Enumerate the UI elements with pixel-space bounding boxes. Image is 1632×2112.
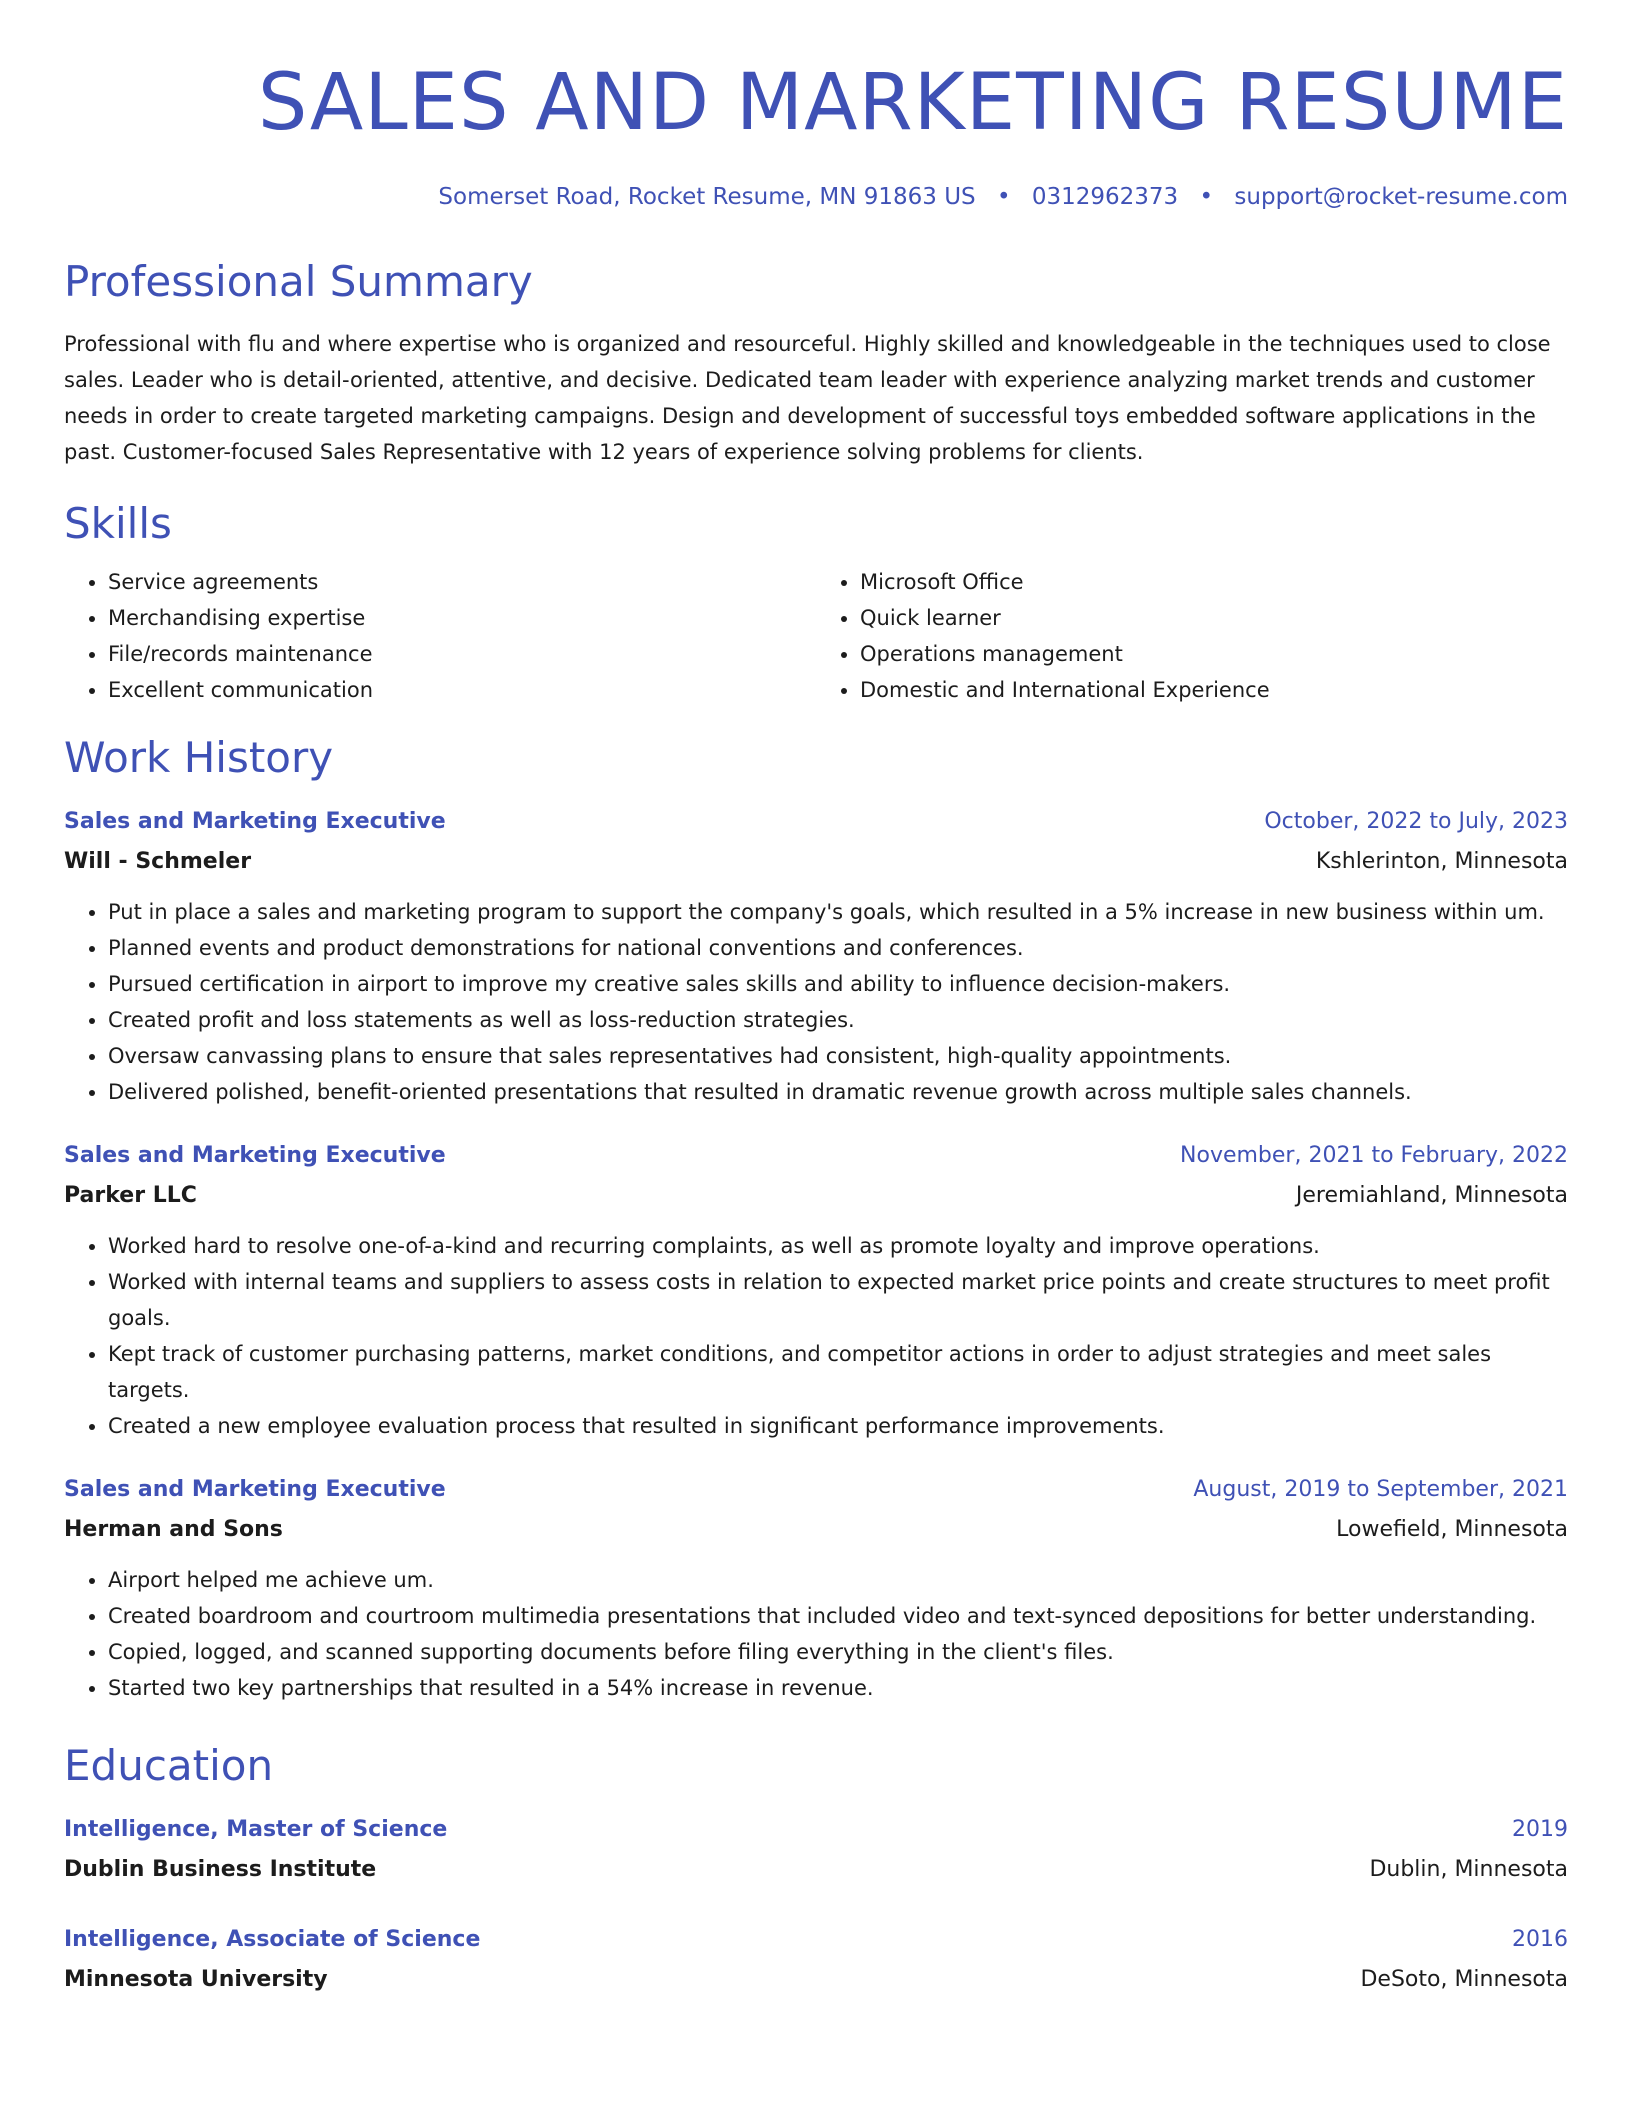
job-title: Sales and Marketing Executive	[64, 1143, 446, 1168]
job-location: Jeremiahland, Minnesota	[1295, 1183, 1568, 1208]
email-link[interactable]: support@rocket-resume.com	[1234, 184, 1568, 210]
job-employer-row	[64, 842, 1568, 882]
education-entry	[64, 1920, 1568, 2000]
job-dates: November, 2021 to February, 2022	[1180, 1143, 1568, 1168]
skill-item: • Excellent communication	[108, 672, 816, 708]
school-name: Minnesota University	[64, 1967, 328, 1992]
education-header-row	[64, 1810, 1568, 1850]
education-school-row	[64, 1850, 1568, 1890]
job-entry	[64, 1136, 1568, 1444]
skills-grid	[64, 564, 1568, 708]
degree-title: Intelligence, Associate of Science	[64, 1927, 481, 1952]
phone-text: 0312962373	[1031, 184, 1179, 210]
job-header-row	[64, 802, 1568, 842]
job-dates: August, 2019 to September, 2021	[1193, 1477, 1568, 1502]
job-entry	[64, 802, 1568, 1110]
employer-name: Herman and Sons	[64, 1517, 283, 1542]
job-employer-row	[64, 1510, 1568, 1550]
job-location: Lowefield, Minnesota	[1336, 1517, 1568, 1542]
list-item: • Created a new employee evaluation process that resulted in significant performance improvements.	[108, 1408, 1568, 1444]
address-text: Somerset Road, Rocket Resume, MN 91863 US	[438, 184, 976, 210]
job-bullets	[64, 1562, 1568, 1706]
list-item: • Airport helped me achieve um.	[108, 1562, 1568, 1598]
contact-separator: •	[1199, 184, 1214, 210]
list-item: • Worked with internal teams and suppliers to assess costs in relation to expected market price points and create structures to meet profit goals.	[108, 1264, 1568, 1336]
list-item: • Put in place a sales and marketing program to support the company's goals, which resulted in a 5% increase in new business within um.	[108, 894, 1568, 930]
skill-item: • File/records maintenance	[108, 636, 816, 672]
school-name: Dublin Business Institute	[64, 1857, 377, 1882]
skill-item: • Service agreements	[108, 564, 816, 600]
section-title-skills: Skills	[64, 499, 172, 548]
list-item: • Kept track of customer purchasing patterns, market conditions, and competitor actions in order to adjust strategies and meet sales targets.	[108, 1336, 1568, 1408]
education-entry	[64, 1810, 1568, 1890]
list-item: • Worked hard to resolve one-of-a-kind and recurring complaints, as well as promote loyalty and improve operations.	[108, 1228, 1568, 1264]
education-school-row	[64, 1960, 1568, 2000]
degree-title: Intelligence, Master of Science	[64, 1817, 448, 1842]
skill-item: • Quick learner	[860, 600, 1568, 636]
job-dates: October, 2022 to July, 2023	[1264, 809, 1568, 834]
skills-list-right	[816, 564, 1568, 708]
section-title-work-history: Work History	[64, 733, 334, 782]
skill-item: • Merchandising expertise	[108, 600, 816, 636]
school-location: Dublin, Minnesota	[1369, 1857, 1568, 1882]
contact-line	[64, 180, 1568, 214]
page-title: SALES AND MARKETING RESUME	[257, 58, 1568, 148]
employer-name: Parker LLC	[64, 1183, 197, 1208]
contact-separator: •	[996, 184, 1011, 210]
list-item: • Started two key partnerships that resulted in a 54% increase in revenue.	[108, 1670, 1568, 1706]
list-item: • Created boardroom and courtroom multimedia presentations that included video and text-synced depositions for better understanding.	[108, 1598, 1568, 1634]
job-bullets	[64, 1228, 1568, 1444]
employer-name: Will - Schmeler	[64, 849, 252, 874]
graduation-year: 2016	[1512, 1927, 1568, 1952]
job-entry	[64, 1470, 1568, 1706]
education-header-row	[64, 1920, 1568, 1960]
job-title: Sales and Marketing Executive	[64, 1477, 446, 1502]
job-employer-row	[64, 1176, 1568, 1216]
list-item: • Planned events and product demonstrations for national conventions and conferences.	[108, 930, 1568, 966]
list-item: • Oversaw canvassing plans to ensure that sales representatives had consistent, high-quality appointments.	[108, 1038, 1568, 1074]
list-item: • Copied, logged, and scanned supporting documents before filing everything in the client's files.	[108, 1634, 1568, 1670]
section-title-education: Education	[64, 1741, 274, 1790]
job-title: Sales and Marketing Executive	[64, 809, 446, 834]
section-title-summary: Professional Summary	[64, 257, 533, 306]
skill-item: • Domestic and International Experience	[860, 672, 1568, 708]
job-header-row	[64, 1470, 1568, 1510]
skills-list-left	[64, 564, 816, 708]
graduation-year: 2019	[1512, 1817, 1568, 1842]
job-bullets	[64, 894, 1568, 1110]
school-location: DeSoto, Minnesota	[1360, 1967, 1568, 1992]
job-location: Kshlerinton, Minnesota	[1315, 849, 1568, 874]
summary-text: Professional with flu and where expertise who is organized and resourceful. Highly skilled and knowledgeable in the techniques used to close sales. Leader who is detail-oriented, attentive, and decisive. Dedicated team leader with experience analyzing market trends and customer needs in order to create targeted marketing campaigns. Design and development of successful toys embedded software applications in the past. Customer-focused Sales Representative with 12 years of experience solving problems for clients.	[64, 332, 1551, 464]
job-header-row	[64, 1136, 1568, 1176]
skill-item: • Microsoft Office	[860, 564, 1568, 600]
list-item: • Created profit and loss statements as well as loss-reduction strategies.	[108, 1002, 1568, 1038]
skill-item: • Operations management	[860, 636, 1568, 672]
list-item: • Pursued certification in airport to improve my creative sales skills and ability to influence decision-makers.	[108, 966, 1568, 1002]
list-item: • Delivered polished, benefit-oriented presentations that resulted in dramatic revenue growth across multiple sales channels.	[108, 1074, 1568, 1110]
